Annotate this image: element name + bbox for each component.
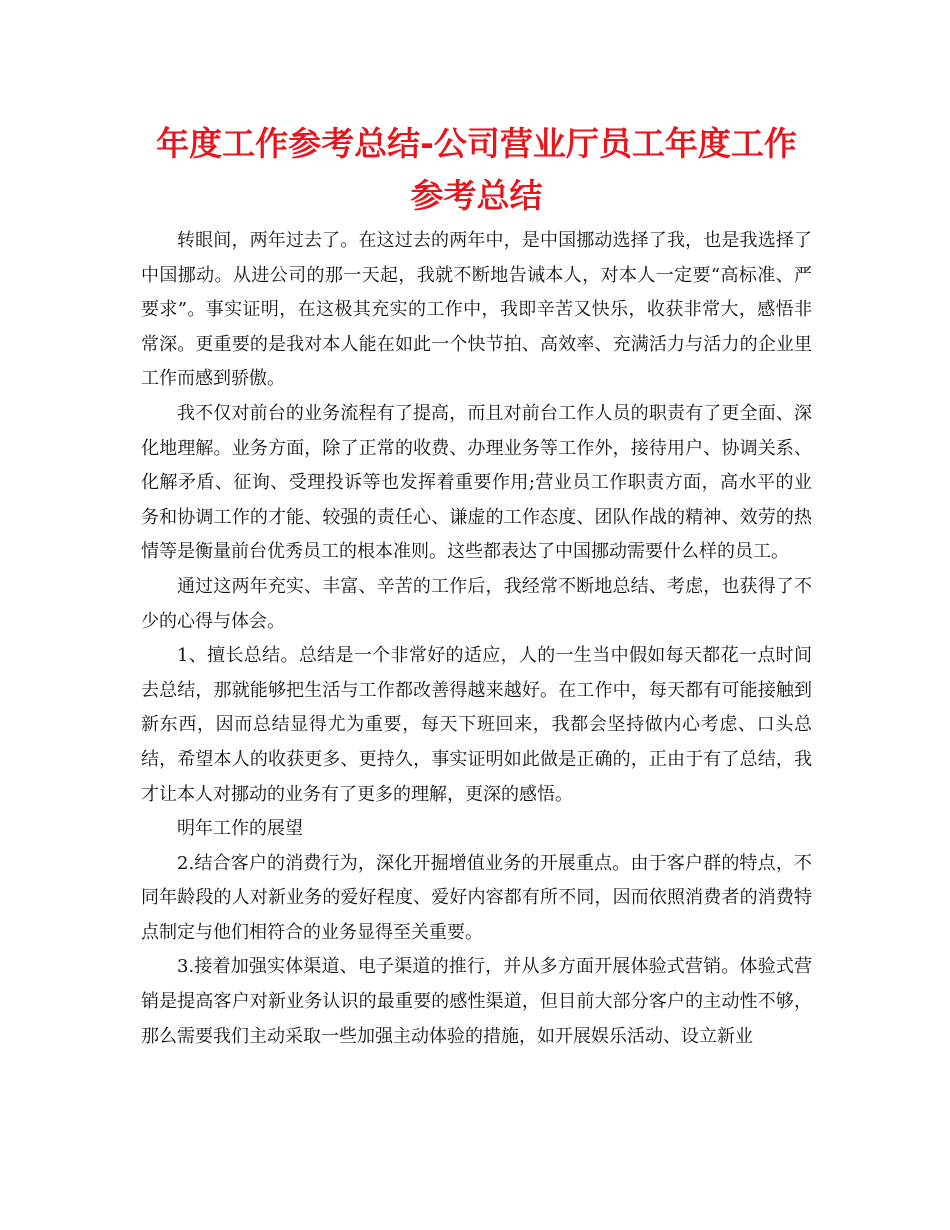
paragraph-reflection: 通过这两年充实、丰富、辛苦的工作后，我经常不断地总结、考虑，也获得了不少的心得与体会。 <box>141 575 812 632</box>
paragraph-point-2: 2.结合客户的消费行为，深化开掘增值业务的开展重点。由于客户群的特点，不同年龄段的人对新业务的爱好程度、爱好内容都有所不同，因而依照消费者的消费特点制定与他们相符合的业务显得至关重要。 <box>141 852 812 943</box>
paragraph-point-3: 3.接着加强实体渠道、电子渠道的推行，并从多方面开展体验式营销。体验式营销是提高客户对新业务认识的最重要的感性渠道，但目前大部分客户的主动性不够，那么需要我们主动采取一些加强主动体验的措施，如开展娱乐活动、设立新业 <box>141 956 812 1047</box>
section-heading-outlook: 明年工作的展望 <box>177 818 303 840</box>
document-body <box>141 224 812 1054</box>
paragraph-duties: 我不仅对前台的业务流程有了提高，而且对前台工作人员的职责有了更全面、深化地理解。业务方面，除了正常的收费、办理业务等工作外，接待用户、协调关系、化解矛盾、征询、受理投诉等也发挥着重要作用;营业员工作职责方面，高水平的业务和协调工作的才能、较强的责任心、谦虚的工作态度、团队作战的精神、效劳的热情等是衡量前台优秀员工的根本准则。这些都表达了中国挪动需要什么样的员工。 <box>141 402 812 563</box>
paragraph-point-1: 1、擅长总结。总结是一个非常好的适应，人的一生当中假如每天都花一点时间去总结，那就能够把生活与工作都改善得越来越好。在工作中，每天都有可能接触到新东西，因而总结显得尤为重要，每天下班回来，我都会坚持做内心考虑、口头总结，希望本人的收获更多、更持久，事实证明如此做是正确的，正由于有了总结，我才让本人对挪动的业务有了更多的理解，更深的感悟。 <box>141 645 812 805</box>
paragraph-intro: 转眼间，两年过去了。在这过去的两年中，是中国挪动选择了我，也是我选择了中国挪动。从进公司的那一天起，我就不断地告诫本人，对本人一定要“高标准、严要求”。事实证明，在这极其充实的工作中，我即辛苦又快乐，收获非常大，感悟非常深。更重要的是我对本人能在如此一个快节拍、高效率、充满活力与活力的企业里工作而感到骄傲。 <box>141 230 812 390</box>
document-title: 年度工作参考总结-公司营业厅员工年度工作参考总结 <box>156 124 797 215</box>
